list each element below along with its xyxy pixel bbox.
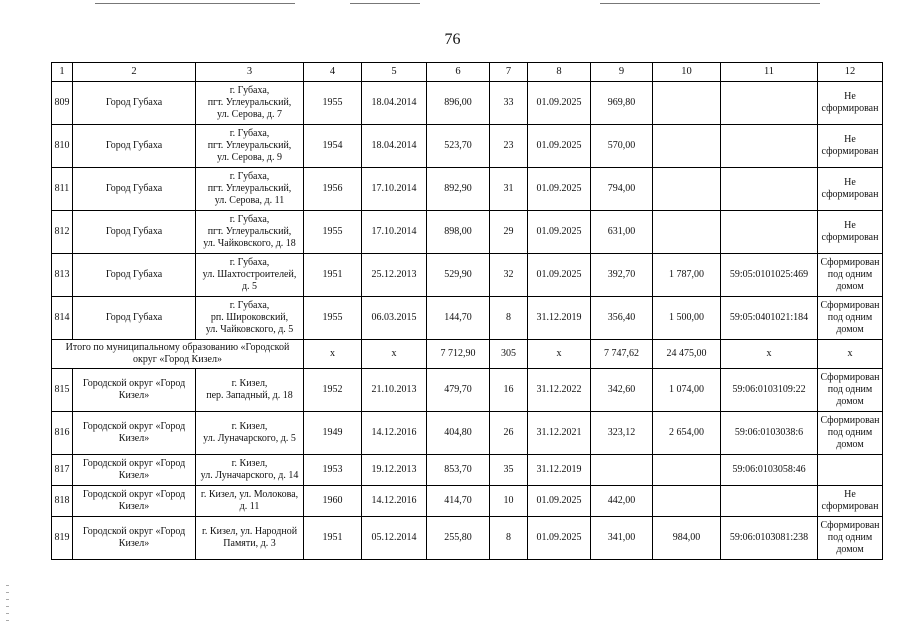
- plot-status: Не сформирован: [818, 125, 883, 168]
- residents-count: 16: [490, 369, 528, 412]
- column-header: 8: [528, 63, 591, 82]
- subtotal-c4: х: [304, 340, 362, 369]
- residents-count: 8: [490, 517, 528, 560]
- column-header: 10: [653, 63, 721, 82]
- municipality: Городской округ «Город Кизел»: [73, 455, 196, 486]
- plot-area: 2 654,00: [653, 412, 721, 455]
- subtotal-c12: х: [818, 340, 883, 369]
- plot-area: 984,00: [653, 517, 721, 560]
- subtotal-sum: 24 475,00: [653, 340, 721, 369]
- recognition-date: 14.12.2016: [362, 412, 427, 455]
- row-number: 814: [52, 297, 73, 340]
- area: 896,00: [427, 82, 490, 125]
- scan-top-edge: [0, 0, 905, 10]
- plot-area: [653, 82, 721, 125]
- recognition-date: 14.12.2016: [362, 486, 427, 517]
- residents-count: 10: [490, 486, 528, 517]
- resettlement-deadline: 31.12.2022: [528, 369, 591, 412]
- cadastral-number: 59:05:0401021:184: [721, 297, 818, 340]
- resettlement-deadline: 01.09.2025: [528, 211, 591, 254]
- column-header: 1: [52, 63, 73, 82]
- area: 898,00: [427, 211, 490, 254]
- municipality: Город Губаха: [73, 211, 196, 254]
- address: г. Кизел, ул. Народной Памяти, д. 3: [196, 517, 304, 560]
- plot-status: Не сформирован: [818, 486, 883, 517]
- cadastral-number: [721, 82, 818, 125]
- land-area: 570,00: [591, 125, 653, 168]
- land-area: 342,60: [591, 369, 653, 412]
- municipality: Город Губаха: [73, 254, 196, 297]
- recognition-date: 18.04.2014: [362, 125, 427, 168]
- column-header: 11: [721, 63, 818, 82]
- cadastral-number: 59:06:0103081:238: [721, 517, 818, 560]
- build-year: 1954: [304, 125, 362, 168]
- land-area: 392,70: [591, 254, 653, 297]
- area: 853,70: [427, 455, 490, 486]
- recognition-date: 19.12.2013: [362, 455, 427, 486]
- residents-count: 32: [490, 254, 528, 297]
- address: г. Губаха, пгт. Углеуральский, ул. Серова, д. 11: [196, 168, 304, 211]
- recognition-date: 21.10.2013: [362, 369, 427, 412]
- municipality: Городской округ «Город Кизел»: [73, 412, 196, 455]
- column-header: 7: [490, 63, 528, 82]
- land-area: [591, 455, 653, 486]
- cadastral-number: [721, 168, 818, 211]
- table-row: [52, 254, 883, 297]
- residents-count: 33: [490, 82, 528, 125]
- column-header: 4: [304, 63, 362, 82]
- build-year: 1956: [304, 168, 362, 211]
- municipality: Город Губаха: [73, 297, 196, 340]
- plot-status: Не сформирован: [818, 211, 883, 254]
- area: 523,70: [427, 125, 490, 168]
- cadastral-number: 59:06:0103109:22: [721, 369, 818, 412]
- row-number: 816: [52, 412, 73, 455]
- header-row: [52, 63, 883, 82]
- subtotal-c5: х: [362, 340, 427, 369]
- subtotal-c11: х: [721, 340, 818, 369]
- municipality: Город Губаха: [73, 125, 196, 168]
- build-year: 1951: [304, 254, 362, 297]
- table-row: [52, 168, 883, 211]
- plot-area: [653, 168, 721, 211]
- resettlement-deadline: 31.12.2019: [528, 297, 591, 340]
- address: г. Губаха, пгт. Углеуральский, ул. Серова, д. 9: [196, 125, 304, 168]
- plot-area: [653, 125, 721, 168]
- plot-status: Сформирован под одним домом: [818, 517, 883, 560]
- area: 892,90: [427, 168, 490, 211]
- plot-area: [653, 486, 721, 517]
- plot-status: [818, 455, 883, 486]
- cadastral-number: 59:06:0103038:6: [721, 412, 818, 455]
- build-year: 1960: [304, 486, 362, 517]
- subtotal-area: 7 712,90: [427, 340, 490, 369]
- column-header: 2: [73, 63, 196, 82]
- cadastral-number: 59:06:0103058:46: [721, 455, 818, 486]
- residents-count: 29: [490, 211, 528, 254]
- build-year: 1955: [304, 211, 362, 254]
- land-area: 341,00: [591, 517, 653, 560]
- recognition-date: 06.03.2015: [362, 297, 427, 340]
- address: г. Губаха, пгт. Углеуральский, ул. Серова, д. 7: [196, 82, 304, 125]
- cadastral-number: [721, 486, 818, 517]
- row-number: 813: [52, 254, 73, 297]
- plot-status: Сформирован под одним домом: [818, 297, 883, 340]
- table-row: [52, 486, 883, 517]
- table-body: [52, 82, 883, 560]
- land-area: 442,00: [591, 486, 653, 517]
- housing-registry-table: [51, 62, 883, 560]
- address: г. Кизел, пер. Западный, д. 18: [196, 369, 304, 412]
- subtotal-label: Итого по муниципальному образованию «Городской округ «Город Кизел»: [52, 340, 304, 369]
- recognition-date: 17.10.2014: [362, 211, 427, 254]
- land-area: 969,80: [591, 82, 653, 125]
- table-row: [52, 297, 883, 340]
- resettlement-deadline: 01.09.2025: [528, 125, 591, 168]
- resettlement-deadline: 01.09.2025: [528, 486, 591, 517]
- address: г. Кизел, ул. Луначарского, д. 5: [196, 412, 304, 455]
- build-year: 1952: [304, 369, 362, 412]
- column-header: 6: [427, 63, 490, 82]
- build-year: 1951: [304, 517, 362, 560]
- table-row: [52, 517, 883, 560]
- row-number: 809: [52, 82, 73, 125]
- area: 529,90: [427, 254, 490, 297]
- land-area: 323,12: [591, 412, 653, 455]
- build-year: 1955: [304, 297, 362, 340]
- plot-status: Сформирован под одним домом: [818, 412, 883, 455]
- municipality: Городской округ «Город Кизел»: [73, 369, 196, 412]
- cadastral-number: [721, 125, 818, 168]
- row-number: 810: [52, 125, 73, 168]
- land-area: 631,00: [591, 211, 653, 254]
- subtotal-qty: 305: [490, 340, 528, 369]
- area: 479,70: [427, 369, 490, 412]
- build-year: 1955: [304, 82, 362, 125]
- table-row: [52, 412, 883, 455]
- address: г. Губаха, пгт. Углеуральский, ул. Чайковского, д. 18: [196, 211, 304, 254]
- land-area: 794,00: [591, 168, 653, 211]
- residents-count: 31: [490, 168, 528, 211]
- plot-area: [653, 211, 721, 254]
- municipality: Город Губаха: [73, 82, 196, 125]
- area: 414,70: [427, 486, 490, 517]
- resettlement-deadline: 01.09.2025: [528, 168, 591, 211]
- cadastral-number: 59:05:0101025:469: [721, 254, 818, 297]
- plot-status: Сформирован под одним домом: [818, 369, 883, 412]
- municipality: Город Губаха: [73, 168, 196, 211]
- land-area: 356,40: [591, 297, 653, 340]
- address: г. Губаха, рп. Широковский, ул. Чайковского, д. 5: [196, 297, 304, 340]
- subtotal-area2: 7 747,62: [591, 340, 653, 369]
- resettlement-deadline: 01.09.2025: [528, 517, 591, 560]
- residents-count: 26: [490, 412, 528, 455]
- row-number: 817: [52, 455, 73, 486]
- column-header: 9: [591, 63, 653, 82]
- plot-area: 1 787,00: [653, 254, 721, 297]
- resettlement-deadline: 31.12.2019: [528, 455, 591, 486]
- plot-area: 1 500,00: [653, 297, 721, 340]
- table-row: [52, 82, 883, 125]
- resettlement-deadline: 01.09.2025: [528, 82, 591, 125]
- page-number: 76: [444, 31, 461, 48]
- row-number: 819: [52, 517, 73, 560]
- address: г. Кизел, ул. Молокова, д. 11: [196, 486, 304, 517]
- subtotal-c8: х: [528, 340, 591, 369]
- recognition-date: 05.12.2014: [362, 517, 427, 560]
- residents-count: 35: [490, 455, 528, 486]
- row-number: 812: [52, 211, 73, 254]
- build-year: 1949: [304, 412, 362, 455]
- area: 404,80: [427, 412, 490, 455]
- column-header: 5: [362, 63, 427, 82]
- recognition-date: 25.12.2013: [362, 254, 427, 297]
- recognition-date: 18.04.2014: [362, 82, 427, 125]
- row-number: 815: [52, 369, 73, 412]
- area: 255,80: [427, 517, 490, 560]
- municipality: Городской округ «Город Кизел»: [73, 517, 196, 560]
- column-header: 3: [196, 63, 304, 82]
- address: г. Губаха, ул. Шахтостроителей, д. 5: [196, 254, 304, 297]
- subtotal-row: [52, 340, 883, 369]
- recognition-date: 17.10.2014: [362, 168, 427, 211]
- row-number: 818: [52, 486, 73, 517]
- plot-status: Не сформирован: [818, 82, 883, 125]
- residents-count: 8: [490, 297, 528, 340]
- column-header: 12: [818, 63, 883, 82]
- residents-count: 23: [490, 125, 528, 168]
- build-year: 1953: [304, 455, 362, 486]
- plot-status: Не сформирован: [818, 168, 883, 211]
- plot-area: [653, 455, 721, 486]
- plot-area: 1 074,00: [653, 369, 721, 412]
- resettlement-deadline: 01.09.2025: [528, 254, 591, 297]
- cadastral-number: [721, 211, 818, 254]
- municipality: Городской округ «Город Кизел»: [73, 486, 196, 517]
- area: 144,70: [427, 297, 490, 340]
- scan-margin-marks: [6, 585, 10, 635]
- table-row: [52, 369, 883, 412]
- table-row: [52, 211, 883, 254]
- table-row: [52, 455, 883, 486]
- address: г. Кизел, ул. Луначарского, д. 14: [196, 455, 304, 486]
- row-number: 811: [52, 168, 73, 211]
- table-row: [52, 125, 883, 168]
- resettlement-deadline: 31.12.2021: [528, 412, 591, 455]
- plot-status: Сформирован под одним домом: [818, 254, 883, 297]
